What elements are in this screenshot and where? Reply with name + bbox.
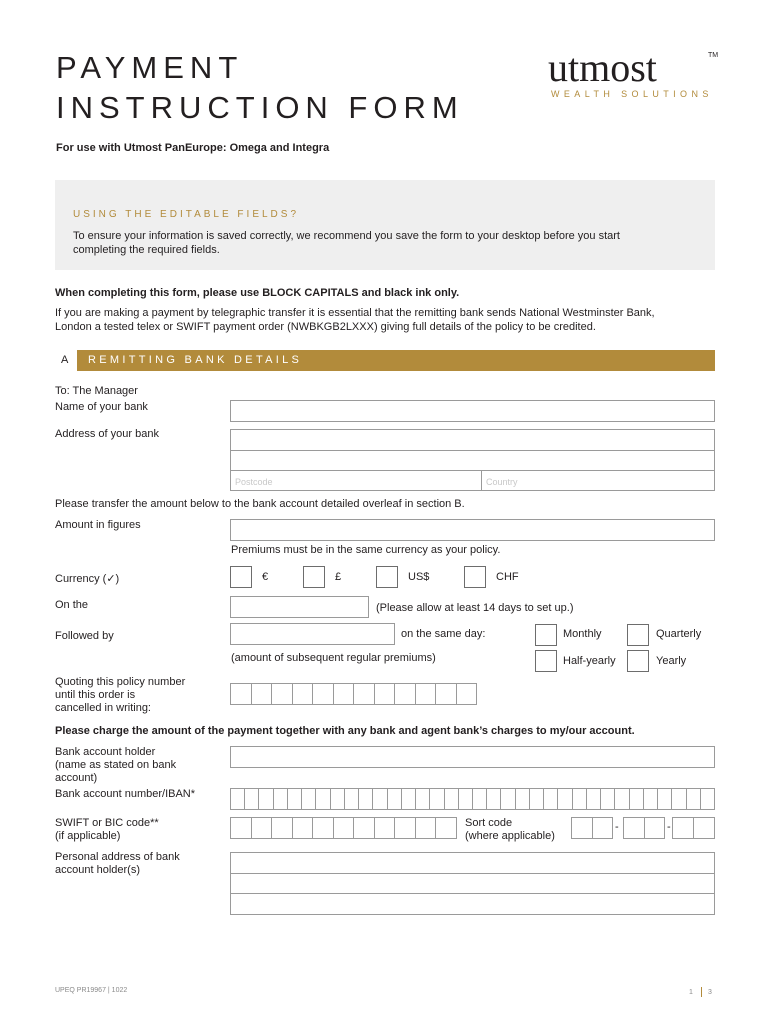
yearly-label: Yearly <box>656 655 687 667</box>
form-reference-code: UPEQ PR19967 | 1022 <box>55 987 128 994</box>
personal-address-field-1[interactable] <box>230 852 715 874</box>
bank-address-label: Address of your bank <box>55 428 159 440</box>
quoting-label-line3: cancelled in writing: <box>55 702 151 714</box>
currency-gbp-checkbox[interactable] <box>303 566 325 588</box>
utmost-logo <box>548 44 718 104</box>
currency-gbp-label: £ <box>335 571 342 583</box>
page-divider <box>701 987 702 997</box>
info-heading: USING THE EDITABLE FIELDS? <box>73 209 300 220</box>
personal-address-label-line2: account holder(s) <box>55 864 140 876</box>
info-text-line1: To ensure your information is saved correctly, we recommend you save the form to your desktop before you start <box>73 230 620 242</box>
sort-code-dash-2: - <box>667 821 671 833</box>
currency-chf-checkbox[interactable] <box>464 566 486 588</box>
currency-chf-label: CHF <box>496 571 519 583</box>
amount-label: Amount in figures <box>55 519 141 531</box>
followed-by-label: Followed by <box>55 630 114 642</box>
bank-address-field-1[interactable] <box>230 429 715 451</box>
sort-code-part2[interactable] <box>623 817 665 839</box>
postcode-field[interactable] <box>230 470 482 491</box>
sort-code-part1[interactable] <box>571 817 613 839</box>
start-date-field[interactable] <box>230 596 369 618</box>
telegraphic-instruction-line2: London a tested telex or SWIFT payment order (NWBKGB2LXXX) giving full details of the policy to be credited. <box>55 321 596 333</box>
holder-label-line2: (name as stated on bank <box>55 759 177 771</box>
half-yearly-checkbox[interactable] <box>535 650 557 672</box>
subsequent-premiums-note: (amount of subsequent regular premiums) <box>231 652 436 664</box>
page-number: 1 <box>689 989 693 996</box>
premiums-note: Premiums must be in the same currency as your policy. <box>231 544 501 556</box>
quarterly-checkbox[interactable] <box>627 624 649 646</box>
bank-name-label: Name of your bank <box>55 401 148 413</box>
swift-code-field[interactable] <box>230 817 457 839</box>
bank-name-field[interactable] <box>230 400 715 422</box>
logo-wordmark: utmost <box>548 45 657 90</box>
quoting-label-line1: Quoting this policy number <box>55 676 186 688</box>
telegraphic-instruction-line1: If you are making a payment by telegraphic transfer it is essential that the remitting bank sends National Westminster Bank, <box>55 307 655 319</box>
section-a-title: REMITTING BANK DETAILS <box>88 354 303 366</box>
sort-code-part3[interactable] <box>672 817 715 839</box>
country-placeholder: Country <box>486 477 518 487</box>
currency-euro-label: € <box>262 571 269 583</box>
info-text-line2: completing the required fields. <box>73 244 220 256</box>
account-holder-field[interactable] <box>230 746 715 768</box>
sort-code-label-line2: (where applicable) <box>465 830 555 842</box>
section-a-header <box>55 350 715 371</box>
to-manager-label: To: The Manager <box>55 385 138 397</box>
yearly-checkbox[interactable] <box>627 650 649 672</box>
monthly-checkbox[interactable] <box>535 624 557 646</box>
block-capitals-instruction: When completing this form, please use BLOCK CAPITALS and black ink only. <box>55 287 460 299</box>
transfer-note: Please transfer the amount below to the bank account detailed overleaf in section B. <box>55 498 465 510</box>
personal-address-label-line1: Personal address of bank <box>55 851 180 863</box>
quoting-label-line2: until this order is <box>55 689 136 701</box>
allow-days-note: (Please allow at least 14 days to set up.) <box>376 602 574 614</box>
personal-address-field-3[interactable] <box>230 893 715 915</box>
section-letter-box <box>55 350 77 371</box>
holder-label-line3: account) <box>55 772 98 784</box>
country-field[interactable] <box>481 470 715 491</box>
monthly-label: Monthly <box>563 628 602 640</box>
swift-label-line2: (if applicable) <box>55 830 121 842</box>
page-total: 3 <box>708 989 712 996</box>
section-letter: A <box>61 354 69 366</box>
account-number-label: Bank account number/IBAN* <box>55 788 196 800</box>
half-yearly-label: Half-yearly <box>563 655 616 667</box>
postcode-placeholder: Postcode <box>235 477 273 487</box>
on-the-label: On the <box>55 599 89 611</box>
account-number-field[interactable] <box>230 788 715 810</box>
policy-number-field[interactable] <box>230 683 477 705</box>
form-title-line2: INSTRUCTION FORM <box>56 90 464 125</box>
currency-usd-checkbox[interactable] <box>376 566 398 588</box>
form-subtitle: For use with Utmost PanEurope: Omega and Integra <box>56 142 330 154</box>
editable-fields-info-box <box>55 180 715 270</box>
logo-trademark: TM <box>708 52 719 59</box>
sort-code-label-line1: Sort code <box>465 817 513 829</box>
bank-address-field-2[interactable] <box>230 450 715 471</box>
form-title-line1: PAYMENT <box>56 50 244 85</box>
subsequent-amount-field[interactable] <box>230 623 395 645</box>
charge-note: Please charge the amount of the payment together with any bank and agent bank’s charges to my/our account. <box>55 725 635 737</box>
amount-field[interactable] <box>230 519 715 541</box>
currency-euro-checkbox[interactable] <box>230 566 252 588</box>
same-day-label: on the same day: <box>401 628 486 640</box>
quarterly-label: Quarterly <box>656 628 702 640</box>
sort-code-dash-1: - <box>615 821 619 833</box>
personal-address-field-2[interactable] <box>230 873 715 894</box>
currency-usd-label: US$ <box>408 571 430 583</box>
swift-label-line1: SWIFT or BIC code** <box>55 817 159 829</box>
currency-label: Currency (✓) <box>55 573 120 585</box>
holder-label-line1: Bank account holder <box>55 746 156 758</box>
logo-tagline: WEALTH SOLUTIONS <box>551 89 713 99</box>
